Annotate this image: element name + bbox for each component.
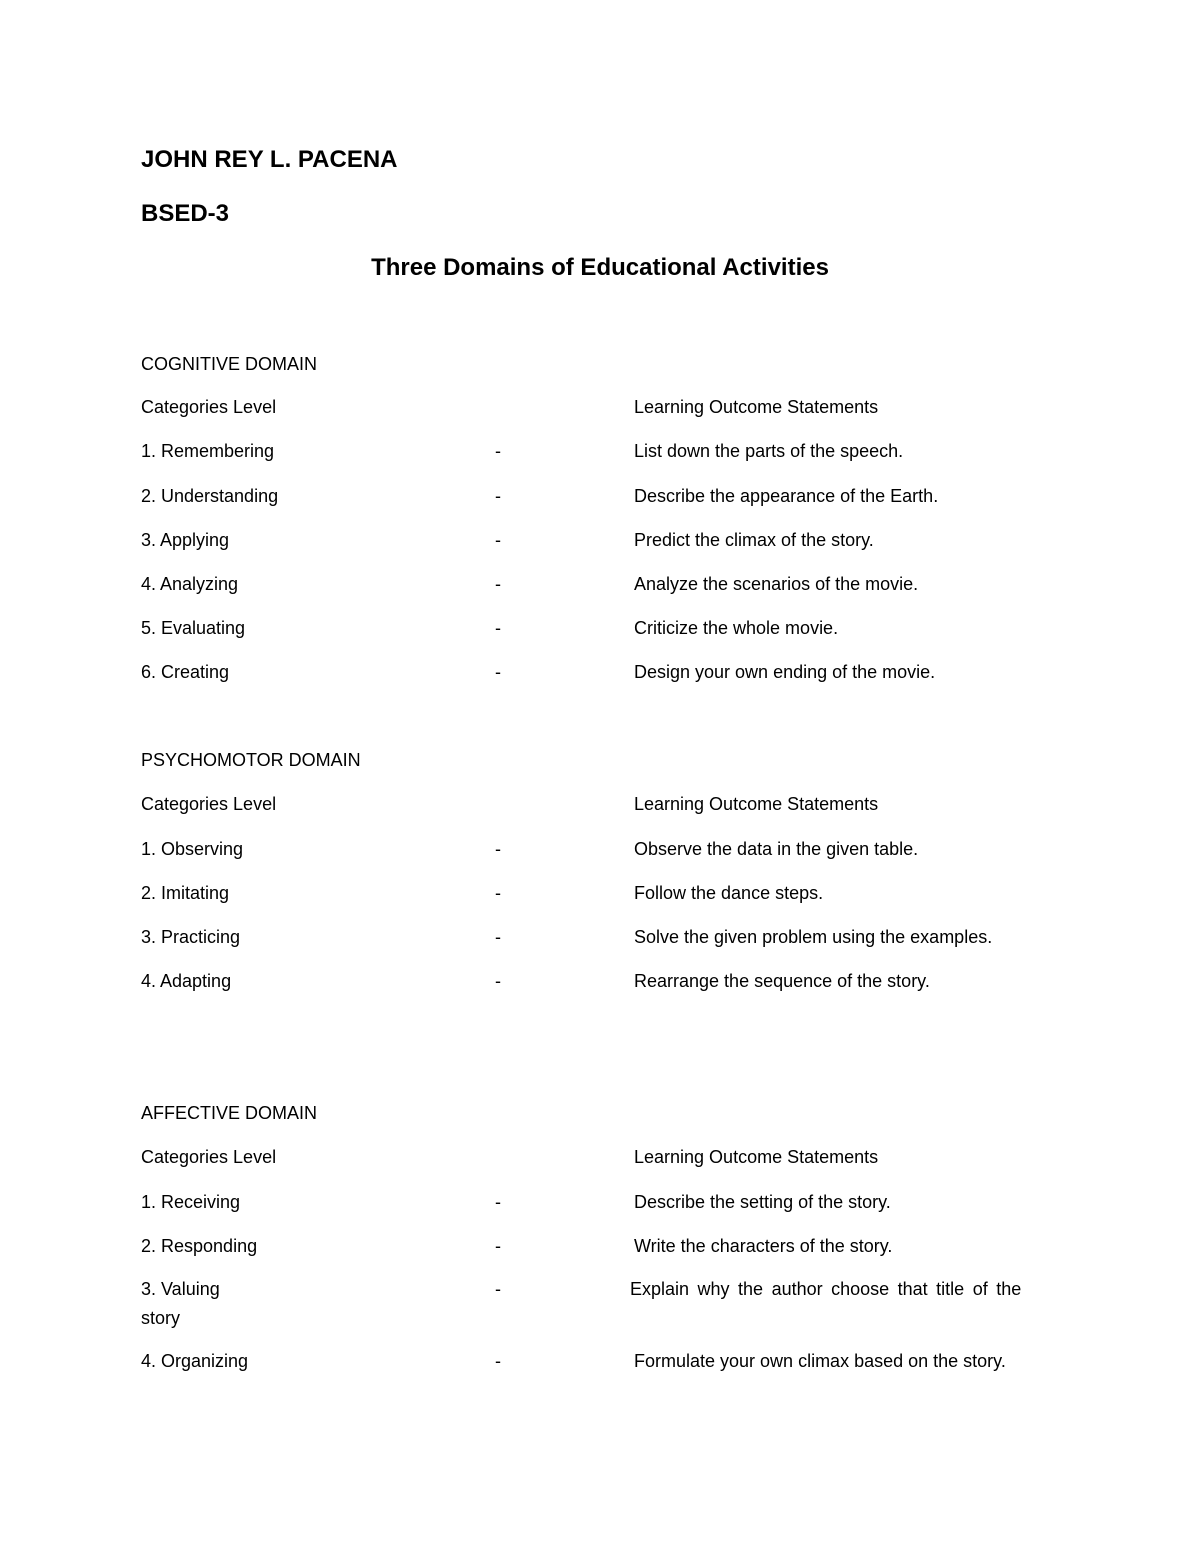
row-dash: - bbox=[495, 618, 501, 638]
cognitive-row-outcome: Criticize the whole movie. bbox=[634, 618, 839, 638]
cognitive-row-outcome: Design your own ending of the movie. bbox=[634, 662, 936, 682]
row-dash: - bbox=[495, 839, 501, 859]
row-dash: - bbox=[495, 883, 501, 903]
row-dash: - bbox=[495, 1351, 501, 1371]
cognitive-row-outcome: List down the parts of the speech. bbox=[634, 441, 904, 461]
row-dash: - bbox=[495, 927, 501, 947]
cognitive-row-outcome: Describe the appearance of the Earth. bbox=[634, 486, 939, 506]
cognitive-row-category: 1. Remembering bbox=[141, 441, 275, 461]
affective-col-category: Categories Level bbox=[141, 1147, 277, 1167]
row-dash: - bbox=[495, 486, 501, 506]
affective-row-category: 4. Organizing bbox=[141, 1351, 249, 1371]
psychomotor-row-category: 3. Practicing bbox=[141, 927, 241, 947]
course-label: BSED-3 bbox=[141, 200, 230, 227]
row-dash: - bbox=[495, 1236, 501, 1256]
psychomotor-heading: PSYCHOMOTOR DOMAIN bbox=[141, 750, 361, 770]
affective-row-category: 2. Responding bbox=[141, 1236, 258, 1256]
document-title: Three Domains of Educational Activities bbox=[371, 254, 829, 281]
cognitive-row-category: 4. Analyzing bbox=[141, 574, 239, 594]
affective-row-category: 1. Receiving bbox=[141, 1192, 241, 1212]
cognitive-row-category: 2. Understanding bbox=[141, 486, 279, 506]
psychomotor-col-outcome: Learning Outcome Statements bbox=[634, 794, 879, 814]
affective-heading: AFFECTIVE DOMAIN bbox=[141, 1103, 318, 1123]
cognitive-row-category: 6. Creating bbox=[141, 662, 230, 682]
affective-row-outcome: Write the characters of the story. bbox=[634, 1236, 893, 1256]
affective-row-outcome: Explain why the author choose that title of the bbox=[630, 1279, 1022, 1299]
psychomotor-row-category: 2. Imitating bbox=[141, 883, 230, 903]
psychomotor-col-category: Categories Level bbox=[141, 794, 277, 814]
row-dash: - bbox=[495, 662, 501, 682]
psychomotor-row-category: 1. Observing bbox=[141, 839, 244, 859]
cognitive-row-outcome: Predict the climax of the story. bbox=[634, 530, 874, 550]
row-dash: - bbox=[495, 441, 501, 461]
psychomotor-row-category: 4. Adapting bbox=[141, 971, 232, 991]
row-dash: - bbox=[495, 530, 501, 550]
affective-row-category: 3. Valuing bbox=[141, 1279, 220, 1299]
cognitive-heading: COGNITIVE DOMAIN bbox=[141, 354, 318, 374]
student-name: JOHN REY L. PACENA bbox=[141, 146, 398, 173]
psychomotor-row-outcome: Follow the dance steps. bbox=[634, 883, 824, 903]
psychomotor-row-outcome: Rearrange the sequence of the story. bbox=[634, 971, 930, 991]
row-dash: - bbox=[495, 971, 501, 991]
row-dash: - bbox=[495, 574, 501, 594]
cognitive-row-category: 3. Applying bbox=[141, 530, 230, 550]
affective-row-outcome: Describe the setting of the story. bbox=[634, 1192, 891, 1212]
cognitive-row-category: 5. Evaluating bbox=[141, 618, 246, 638]
row-dash: - bbox=[495, 1279, 501, 1299]
cognitive-col-outcome: Learning Outcome Statements bbox=[634, 397, 879, 417]
psychomotor-row-outcome: Observe the data in the given table. bbox=[634, 839, 919, 859]
psychomotor-row-outcome: Solve the given problem using the examples. bbox=[634, 927, 993, 947]
affective-row-outcome: Formulate your own climax based on the story. bbox=[634, 1351, 1006, 1371]
affective-row-wrap: story bbox=[141, 1308, 181, 1328]
affective-col-outcome: Learning Outcome Statements bbox=[634, 1147, 879, 1167]
row-dash: - bbox=[495, 1192, 501, 1212]
cognitive-col-category: Categories Level bbox=[141, 397, 277, 417]
cognitive-row-outcome: Analyze the scenarios of the movie. bbox=[634, 574, 919, 594]
